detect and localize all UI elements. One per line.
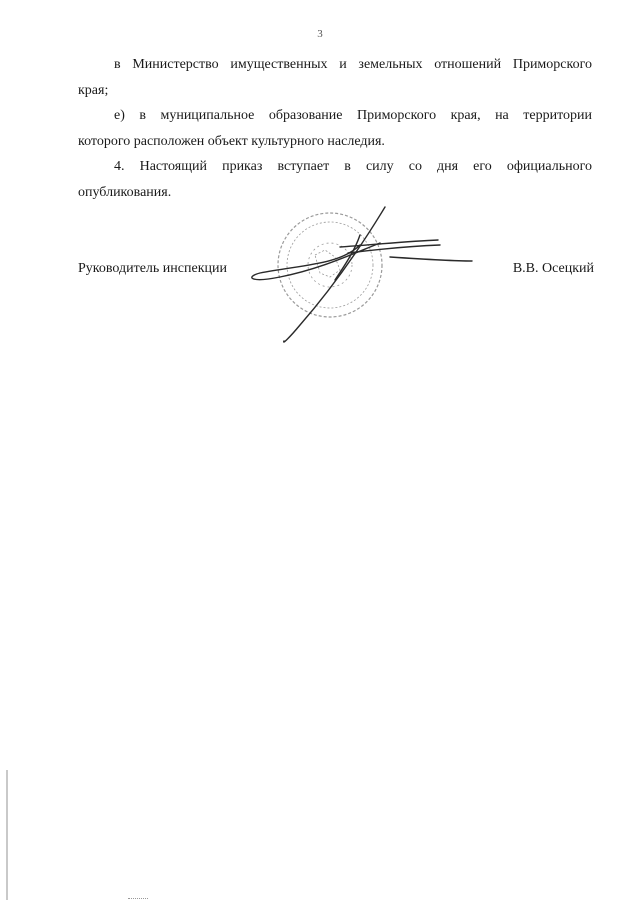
stamp-and-signature	[240, 195, 490, 355]
scan-bottom-mark	[128, 898, 148, 900]
paragraph-municipality-line-2: которого расположен объект культурного наследия.	[78, 134, 385, 149]
handwritten-signature	[252, 207, 472, 342]
paragraph-municipality-line-1: е) в муниципальное образование Приморского края, на территории	[114, 108, 592, 123]
paragraph-ministry-line-1: в Министерство имущественных и земельных отношений Приморского	[114, 57, 592, 72]
paragraph-effective-line-2: опубликования.	[78, 185, 172, 200]
signatory-name: В.В. Осецкий	[512, 261, 594, 276]
paragraph-ministry-line-2: края;	[78, 83, 109, 98]
scan-edge-mark	[6, 770, 8, 900]
signatory-position: Руководитель инспекции	[78, 261, 227, 276]
paragraph-effective-line-1: 4. Настоящий приказ вступает в силу со дня его официального	[114, 159, 592, 174]
official-stamp-icon	[278, 213, 382, 317]
page-number: 3	[317, 28, 323, 40]
